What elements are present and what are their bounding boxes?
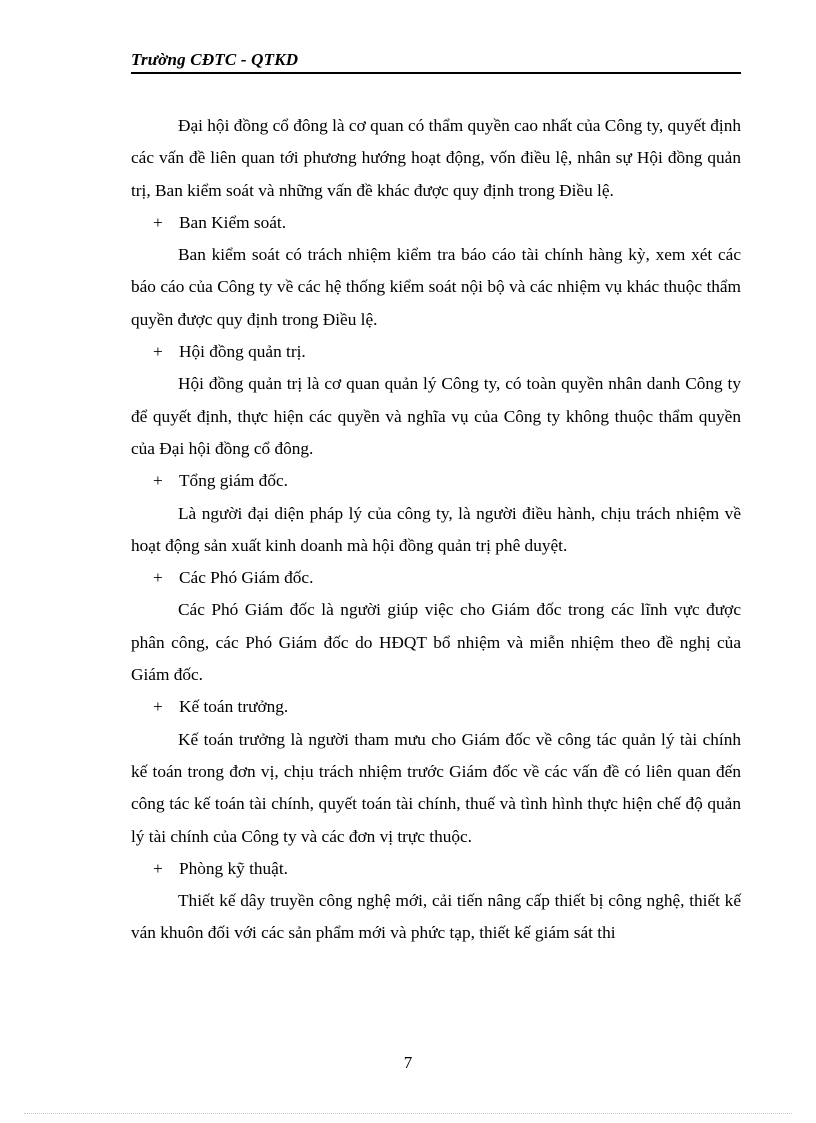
plus-bullet: + [153, 342, 163, 362]
plus-bullet: + [153, 471, 163, 491]
section-heading [131, 465, 741, 497]
page-header [131, 50, 741, 74]
section-heading [131, 207, 741, 239]
paragraph: Là người đại diện pháp lý của công ty, là người điều hành, chịu trách nhiệm về hoạt động sản xuất kinh doanh mà hội đồng quản trị phê duyệt. [131, 503, 741, 555]
page-bottom-divider [24, 1113, 792, 1114]
paragraph: Thiết kế dây truyền công nghệ mới, cải tiến nâng cấp thiết bị công nghệ, thiết kế ván khuôn đối với các sản phẩm mới và phức tạp, thiết kế giám sát thi [131, 891, 741, 943]
heading-text: Kế toán trưởng. [179, 697, 289, 717]
heading-text: Ban Kiểm soát. [179, 212, 287, 232]
section-heading [131, 562, 741, 594]
section-heading [131, 336, 741, 368]
heading-text: Tổng giám đốc. [179, 471, 288, 491]
plus-bullet: + [153, 858, 163, 878]
paragraph: Đại hội đồng cổ đông là cơ quan có thẩm quyền cao nhất của Công ty, quyết định các vấn đề liên quan tới phương hướng hoạt động, vốn điều lệ, nhân sự Hội đồng quản trị, Ban kiểm soát và những vấn đề khác được quy định trong Điều lệ. [131, 116, 741, 200]
page-number: 7 [403, 1053, 413, 1072]
plus-bullet: + [153, 212, 163, 232]
heading-text: Hội đồng quản trị. [179, 342, 306, 362]
section-heading [131, 853, 741, 885]
paragraph: Các Phó Giám đốc là người giúp việc cho Giám đốc trong các lĩnh vực được phân công, các Phó Giám đốc do HĐQT bổ nhiệm và miễn nhiệm theo đề nghị của Giám đốc. [131, 600, 741, 685]
section-heading [131, 691, 741, 723]
heading-text: Các Phó Giám đốc. [179, 568, 314, 588]
plus-bullet: + [153, 568, 163, 588]
plus-bullet: + [153, 697, 163, 717]
body-text [131, 110, 741, 950]
paragraph: Ban kiểm soát có trách nhiệm kiểm tra báo cáo tài chính hàng kỳ, xem xét các báo cáo của Công ty về các hệ thống kiểm soát nội bộ và các nhiệm vụ khác thuộc thẩm quyền được quy định trong Điều lệ. [131, 245, 741, 329]
paragraph: Hội đồng quản trị là cơ quan quản lý Công ty, có toàn quyền nhân danh Công ty để quyết định, thực hiện các quyền và nghĩa vụ của Công ty không thuộc thẩm quyền của Đại hội đồng cổ đông. [131, 374, 741, 458]
header-title: Trường CĐTC - QTKD [131, 50, 299, 69]
paragraph: Kế toán trưởng là người tham mưu cho Giám đốc về công tác quản lý tài chính kế toán trong đơn vị, chịu trách nhiệm trước Giám đốc về các vấn đề có liên quan đến công tác kế toán tài chính, quyết toán tài chính, thuế và tình hình thực hiện chế độ quản lý tài chính của Công ty và các đơn vị trực thuộc. [131, 729, 741, 846]
heading-text: Phòng kỹ thuật. [179, 858, 288, 878]
